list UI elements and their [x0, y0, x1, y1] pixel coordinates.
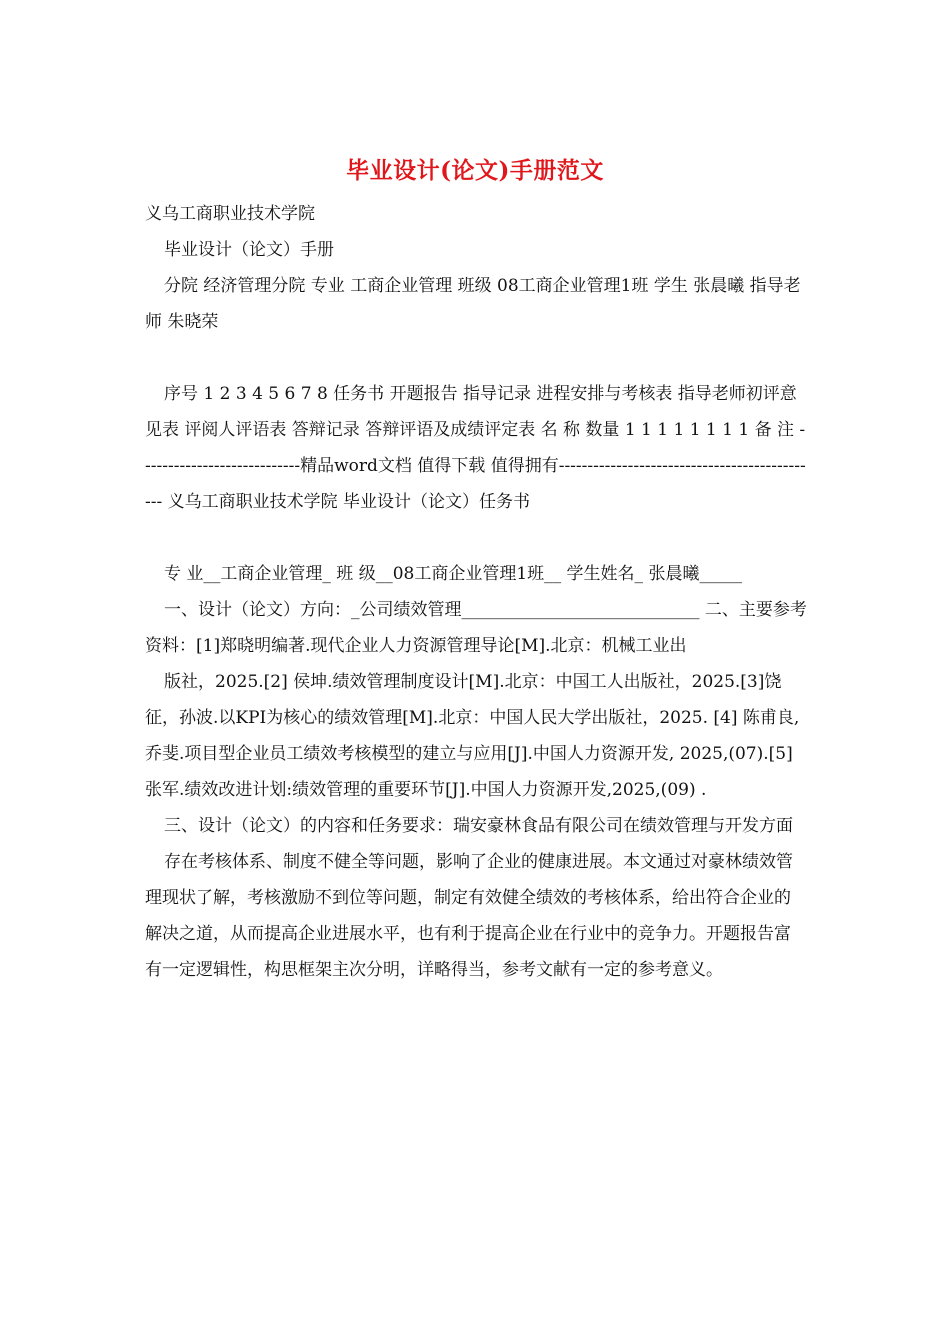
content-description: 存在考核体系、制度不健全等问题，影响了企业的健康进展。本文通过对豪林绩效管理现状了解，考核激励不到位等问题，制定有效健全绩效的考核体系，给出符合企业的解决之道，从而提高企业进展水平，也有利于提高企业在行业中的竞争力。开题报告富有一定逻辑性，构思框架主次分明，详略得当，参考文献有一定的参考意义。: [145, 852, 793, 980]
document-body: [145, 196, 807, 988]
student-info: 分院 经济管理分院 专业 工商企业管理 班级 08工商企业管理1班 学生 张晨曦 指导老师 朱晓荣: [145, 276, 801, 332]
task-form-fields: 专 业__工商企业管理_ 班 级__08工商企业管理1班__ 学生姓名_ 张晨曦_____: [164, 564, 742, 584]
references: 版社，2025.[2] 侯坤.绩效管理制度设计[M].北京：中国工人出版社，2025.[3]饶征，孙波.以KPI为核心的绩效管理[M].北京：中国人民大学出版社，2025. [4] 陈甫良,乔斐.项目型企业员工绩效考核模型的建立与应用[J].中国人力资源开发, 2025,(07).[5] 张军.绩效改进计划:绩效管理的重要环节[J].中国人力资源开发,2025,(09) .: [145, 672, 800, 800]
handbook-name: 毕业设计（论文）手册: [164, 240, 334, 260]
design-direction: 一、设计（论文）方向：_公司绩效管理____________________________ 二、主要参考资料：[1]郑晓明编著.现代企业人力资源管理导论[M].北京：机械工业出: [145, 600, 807, 656]
contents-list: 序号 1 2 3 4 5 6 7 8 任务书 开题报告 指导记录 进程安排与考核表 指导老师初评意见表 评阅人评语表 答辩记录 答辩评语及成绩评定表 名 称 数量 1 1 1 1 1 1 1 1 备 注 ----------------------------精品word文档 值得下载 值得拥有---------------------------------------------- 义乌工商职业技术学院 毕业设计（论文）任务书: [145, 384, 806, 512]
paragraph-gap: [145, 520, 807, 556]
document-title: 毕业设计(论文)手册范文: [346, 157, 604, 184]
school-name: 义乌工商职业技术学院: [145, 204, 315, 224]
paragraph-gap: [145, 340, 807, 376]
content-requirements: 三、设计（论文）的内容和任务要求：瑞安豪林食品有限公司在绩效管理与开发方面: [164, 816, 793, 836]
